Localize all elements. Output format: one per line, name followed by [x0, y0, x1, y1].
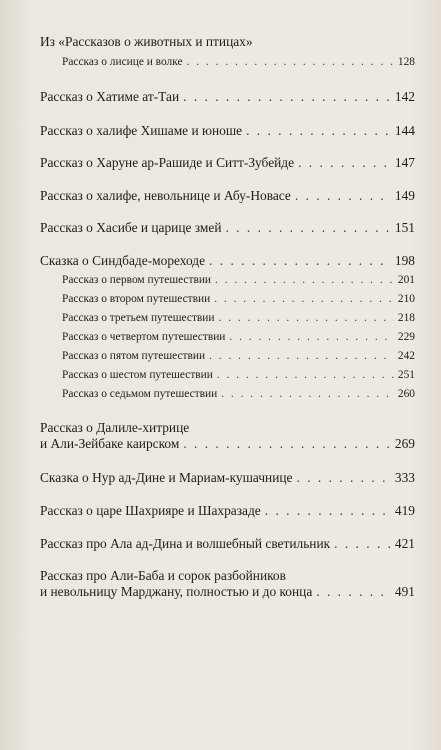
toc-entry[interactable]: [40, 89, 415, 105]
toc-entry[interactable]: [40, 123, 415, 139]
toc-page-number: 260: [397, 388, 415, 400]
toc-entry[interactable]: [40, 436, 415, 452]
toc-page-number: 210: [397, 293, 415, 305]
toc-entry-title: Рассказ о пятом путешествии: [62, 350, 206, 362]
toc-leader-dots: [219, 310, 394, 326]
toc-page-number: 201: [397, 274, 415, 286]
toc-leader-dots: [183, 89, 391, 105]
toc-page-number: 128: [397, 56, 415, 68]
toc-leader-dots: [298, 155, 391, 171]
toc-entry-title: Сказка о Нур ад-Дине и Мариам-кушачнице: [40, 470, 293, 485]
toc-leader-dots: [214, 291, 394, 307]
toc-subentry[interactable]: [62, 386, 415, 402]
toc-entry[interactable]: [40, 155, 415, 171]
toc-entry-title: Рассказ о халифе Хишаме и юноше: [40, 123, 243, 138]
toc-entry-title: Рассказ о Далиле-хитрице: [40, 420, 190, 435]
toc-page-number: 142: [394, 89, 415, 104]
toc-page-number: 251: [397, 369, 415, 381]
toc-leader-dots: [246, 123, 391, 139]
toc-entry-title: Рассказ о третьем путешествии: [62, 312, 215, 324]
toc-leader-dots: [265, 503, 391, 519]
toc-page-number: 218: [397, 312, 415, 324]
toc-entry-title: Рассказ о Хатиме ат-Таи: [40, 89, 180, 104]
toc-heading-text: Из «Рассказов о животных и птицах»: [40, 34, 253, 49]
toc-leader-dots: [221, 386, 394, 402]
toc-page-number: 144: [394, 123, 415, 138]
toc-entry-title: Рассказ о халифе, невольнице и Абу-Новасе: [40, 188, 291, 203]
toc-leader-dots: [215, 272, 394, 288]
toc-group-heading: [40, 34, 415, 50]
toc-page-number: 149: [394, 188, 415, 203]
toc-leader-dots: [217, 367, 394, 383]
toc-entry-title: и невольницу Марджану, полностью и до конца: [40, 584, 313, 599]
toc-leader-dots: [334, 536, 391, 552]
toc-entry-line[interactable]: [40, 420, 415, 436]
toc-page-number: 147: [394, 155, 415, 170]
toc-subentry[interactable]: [62, 291, 415, 307]
toc-leader-dots: [229, 329, 394, 345]
toc-leader-dots: [225, 220, 390, 236]
toc-entry-title: Рассказ о Харуне ар-Рашиде и Ситт-Зубейде: [40, 155, 295, 170]
toc-entry-line[interactable]: [40, 568, 415, 584]
toc-entry[interactable]: [40, 220, 415, 236]
toc-entry-title: Рассказ про Али-Баба и сорок разбойников: [40, 568, 286, 583]
toc-entry-title: Рассказ о лисице и волке: [62, 56, 183, 68]
toc-leader-dots: [209, 348, 394, 364]
toc-leader-dots: [183, 436, 391, 452]
toc-page-number: 269: [394, 436, 415, 451]
toc-entry-title: и Али-Зейбаке каирском: [40, 436, 180, 451]
toc-subentry[interactable]: [62, 348, 415, 364]
toc-entry-title: Рассказ о четвертом путешествии: [62, 331, 226, 343]
toc-leader-dots: [187, 54, 394, 70]
toc-entry[interactable]: [40, 584, 415, 600]
toc-subentry[interactable]: [62, 367, 415, 383]
toc-entry-title: Сказка о Синдбаде-мореходе: [40, 253, 206, 268]
toc-entry-title: Рассказ о Хасибе и царице змей: [40, 220, 222, 235]
toc-leader-dots: [297, 470, 391, 486]
toc-entry[interactable]: [40, 253, 415, 269]
toc-page-number: 229: [397, 331, 415, 343]
toc-page-number: 421: [394, 536, 415, 551]
toc-leader-dots: [209, 253, 391, 269]
toc-page-number: 491: [394, 584, 415, 599]
toc-page-number: 242: [397, 350, 415, 362]
toc-entry-title: Рассказ про Ала ад-Дина и волшебный светильник: [40, 536, 331, 551]
toc-leader-dots: [295, 188, 391, 204]
toc-entry[interactable]: [40, 470, 415, 486]
toc-entry[interactable]: [40, 188, 415, 204]
toc-page-number: 333: [394, 470, 415, 485]
toc-entry-title: Рассказ о втором путешествии: [62, 293, 211, 305]
toc-subentry[interactable]: [62, 310, 415, 326]
toc-entry-title: Рассказ о царе Шахрияре и Шахразаде: [40, 503, 261, 518]
toc-subentry[interactable]: [62, 272, 415, 288]
toc-entry[interactable]: [40, 536, 415, 552]
toc-entry-title: Рассказ о шестом путешествии: [62, 369, 213, 381]
toc-subentry[interactable]: [62, 329, 415, 345]
toc-entry-title: Рассказ о седьмом путешествии: [62, 388, 218, 400]
toc-page-number: 198: [394, 253, 415, 268]
toc-entry[interactable]: [62, 54, 415, 70]
toc-leader-dots: [316, 584, 391, 600]
toc-entry-title: Рассказ о первом путешествии: [62, 274, 212, 286]
toc-page-number: 419: [394, 503, 415, 518]
toc-page-number: 151: [394, 220, 415, 235]
toc-entry[interactable]: [40, 503, 415, 519]
